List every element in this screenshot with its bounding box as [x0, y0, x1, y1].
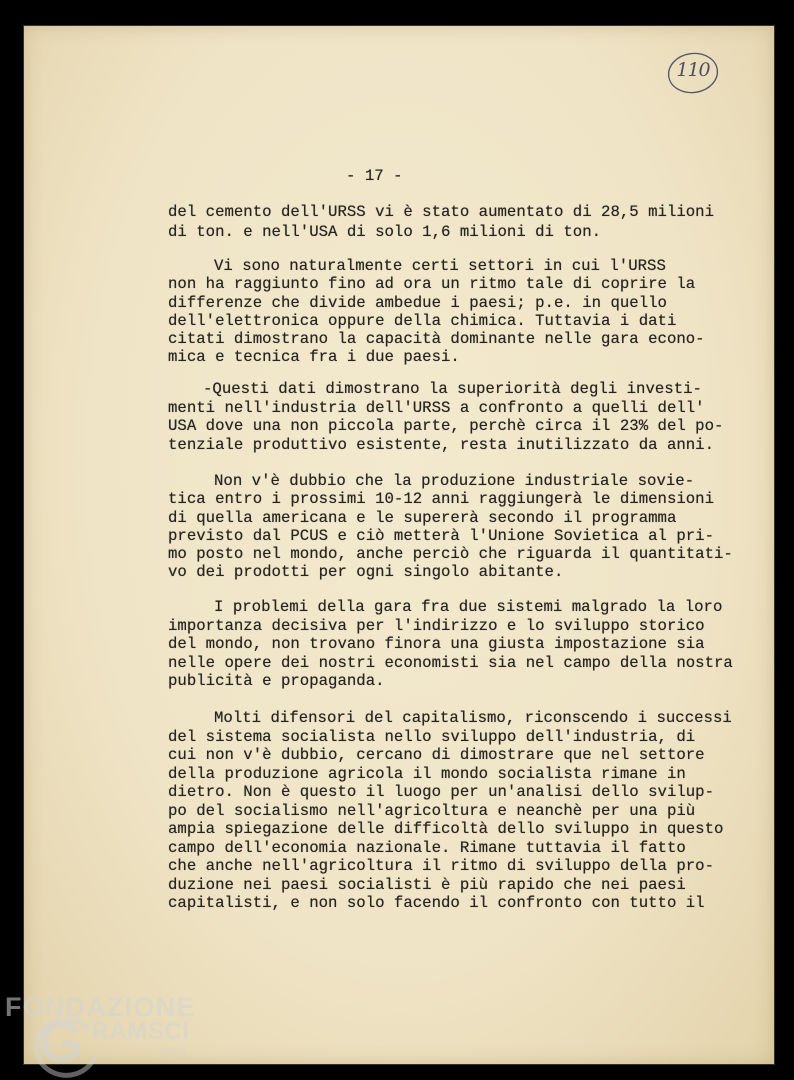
text-line: I problemi della gara fra due sistemi malgrado la loro — [214, 598, 723, 616]
paragraph-4 — [168, 472, 733, 582]
page-number: - 17 - — [346, 167, 403, 185]
text-line: mo posto nel mondo, anche perciò che riguarda il quantitati- — [168, 545, 733, 564]
text-line: del cemento dell'URSS vi è stato aumentato di 28,5 milioni — [168, 203, 715, 221]
text-line: po del socialismo nell'agricoltura e neanchè per una più — [168, 801, 696, 820]
text-line: tica entro i prossimi 10-12 anni raggiungerà le dimensioni — [168, 490, 715, 509]
text-line: del mondo, non trovano finora una giusta impostazione sia — [168, 635, 705, 653]
paragraph-5 — [168, 598, 733, 691]
watermark-fondazione: FONDAZIONE — [5, 992, 196, 1022]
text-line: cui non v'è dubbio, cercano di dimostrare que nel settore — [168, 746, 705, 764]
text-line: di ton. e nell'USA di solo 1,6 milioni di ton. — [168, 223, 602, 241]
text-line: di quella americana e le supererà secondo il programma — [168, 508, 677, 527]
text-line: duzione nei paesi socialisti è più rapido che nei paesi — [168, 875, 686, 894]
text-line: della produzione agricola il mondo socialista rimane in — [168, 764, 686, 783]
text-line: mica e tecnica fra i due paesi. — [168, 348, 460, 367]
text-line: Non v'è dubbio che la produzione industriale sovie- — [214, 472, 695, 490]
watermark-onlus: onlus — [160, 1045, 187, 1057]
text-line: differenze che divide ambedue i paesi; p.e. in quello — [168, 293, 667, 312]
paragraph-2 — [168, 257, 705, 367]
text-line: ampia spiegazione delle difficoltà dello sviluppo in questo — [168, 820, 724, 838]
text-line: che anche nell'agricoltura il ritmo di sviluppo della pro- — [168, 857, 715, 875]
paragraph-3 — [168, 380, 723, 454]
paragraph-6 — [168, 709, 732, 913]
text-line: tenziale produttivo esistente, resta inutilizzato da anni. — [168, 435, 715, 454]
text-line: non ha raggiunto fino ad ora un ritmo tale di coprire la — [168, 275, 696, 294]
paragraph-1 — [168, 202, 714, 242]
text-line: dell'elettronica oppure della chimica. Tuttavia i dati — [168, 311, 677, 330]
text-line: publicità e propaganda. — [168, 672, 385, 690]
text-line: Vi sono naturalmente certi settori in cui l'URSS — [214, 257, 666, 275]
text-line: vo dei prodotti per ogni singolo abitante. — [168, 563, 564, 582]
text-line: capitalisti, e non solo facendo il confronto con tutto il — [168, 894, 705, 912]
text-line: campo dell'economia nazionale. Rimane tuttavia il fatto — [168, 838, 686, 857]
text-line: -Questi dati dimostrano la superiorità degli investi- — [203, 380, 702, 398]
text-line: menti nell'industria dell'URSS a confronto a quelli dell' — [168, 398, 705, 417]
text-line: dietro. Non è questo il luogo per un'analisi dello svilup- — [168, 783, 715, 801]
archive-number-handwritten: 110 — [676, 59, 710, 81]
document-page — [24, 26, 774, 1064]
text-line: previsto dal PCUS e ciò metterà l'Unione Sovietica al pri- — [168, 526, 715, 545]
watermark-gramsci: GRAMSCI — [38, 1010, 190, 1075]
text-line: citati dimostrano la capacità dominante nelle gara econo- — [168, 330, 705, 349]
text-line: del sistema socialista nello sviluppo dell'industria, di — [168, 727, 696, 746]
text-line: USA dove una non piccola parte, perchè circa il 23% del po- — [168, 417, 724, 436]
text-line: Molti difensori del capitalismo, riconscendo i successi — [214, 709, 732, 727]
text-line: nelle opere dei nostri economisti sia nel campo della nostra — [168, 653, 733, 672]
text-line: importanza decisiva per l'indirizzo e lo sviluppo storico — [168, 616, 705, 635]
